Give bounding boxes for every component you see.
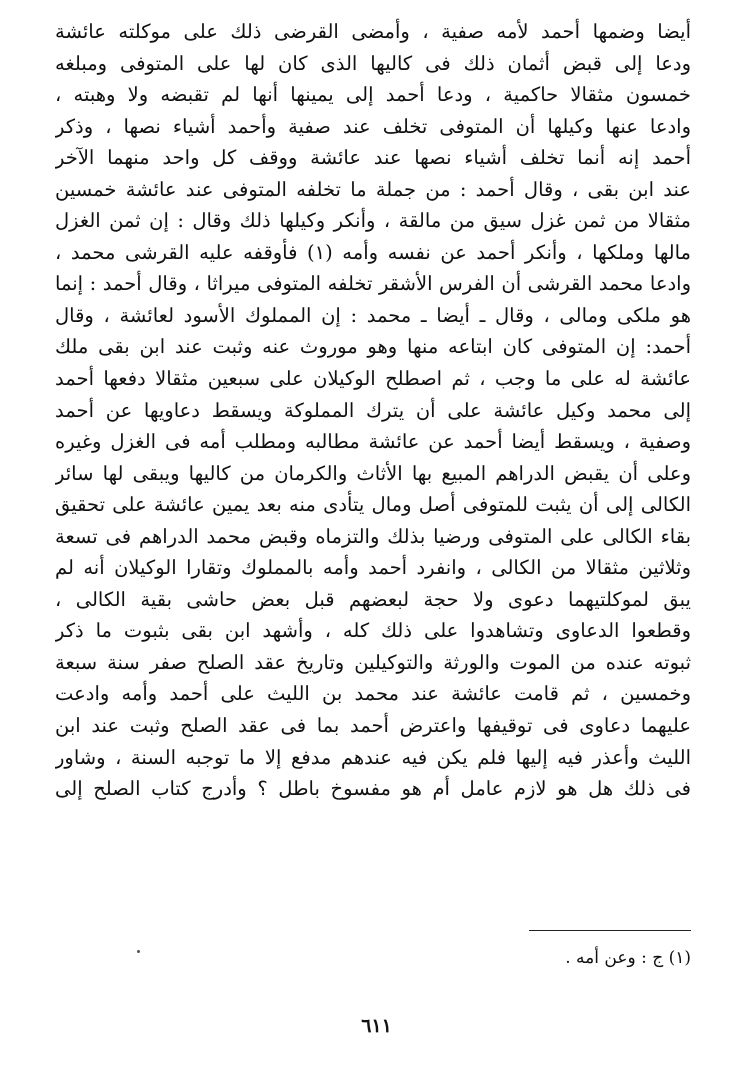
text-line: أحمد: إن المتوفى كان ابتاعه منها وهو موروث عنه وثبت عند ابن بقى ملك	[55, 335, 691, 359]
text-line: خمسون مثقالا حاكمية ، ودعا أحمد إلى يمينها أنها لم تقبضه ولا وهبته ،	[55, 83, 691, 107]
footnote: (١) ج : وعن أمه .	[565, 948, 691, 968]
text-line: وخمسين ، ثم قامت عائشة عند محمد بن الليث على أحمد وأمه وادعت	[55, 682, 691, 706]
print-speck	[137, 950, 140, 953]
text-line: وقطعوا الدعاوى وتشاهدوا على ذلك كله ، وأشهد ابن بقى بثبوت ما ذكر	[55, 619, 691, 643]
footnote-divider	[529, 930, 691, 931]
text-line: بقاء الكالى على المتوفى ورضيا بذلك والتزماه وقبض محمد الدراهم فى تسعة	[55, 524, 691, 548]
text-line: فى ذلك هل هو لازم عامل أم هو مفسوخ باطل ؟ وأدرج كتاب الصلح إلى	[55, 777, 691, 801]
page-number: ٦١١	[361, 1015, 392, 1037]
text-line: عائشة له على ما وجب ، ثم اصطلح الوكيلان على سبعين مثقالا دفعها أحمد	[55, 367, 691, 391]
text-line: يبق لموكلتيهما دعوى ولا حجة لبعضهم قبل بعض حاشى بقية الكالى ،	[55, 587, 691, 611]
text-line: وثلاثين مثقالا من الكالى ، وانفرد أحمد وأمه بالمملوك وتقارا الوكيلان أنه لم	[55, 556, 691, 580]
text-line: وصفية ، ويسقط أيضا أحمد عن عائشة مطالبه ومطلب أمه فى الغزل وغيره	[55, 430, 691, 454]
text-line: الليث وأعذر فيه إليها فلم يكن فيه عندهم مدفع إلا ما توجبه السنة ، وشاور	[55, 745, 691, 769]
text-line: هو ملكى ومالى ، وقال ـ أيضا ـ محمد : إن المملوك الأسود لعائشة ، وقال	[55, 303, 691, 327]
text-line: عند ابن بقى ، وقال أحمد : من جملة ما تخلفه المتوفى عند عائشة خمسين	[55, 177, 691, 201]
text-line: وادعا محمد القرشى أن الفرس الأشقر تخلفه المتوفى ميراثا ، وقال أحمد : إنما	[55, 272, 691, 296]
text-line: أحمد إنه أنما تخلف أشياء نصها عند عائشة ووقف كل واحد منهما الآخر	[55, 146, 691, 170]
text-line: وادعا عنها وكيلها أن المتوفى تخلف عند صفية وأحمد أشياء نصها ، وذكر	[55, 114, 691, 138]
text-line: وعلى أن يقبض الدراهم المبيع بها الأثاث والكرمان من كاليها ويبقى لها سائر	[55, 461, 691, 485]
text-line: ثبوته عنده من الموت والورثة والتوكيلين وتاريخ عقد الصلح صفر سنة سبعة	[55, 650, 691, 674]
text-line: إلى محمد وكيل عائشة على أن يترك المملوكة ويسقط دعاويها عن أحمد	[55, 398, 691, 422]
text-line: ودعا إلى قبض أثمان ذلك فى كاليها الذى كان لها على المتوفى ومبلغه	[55, 51, 691, 75]
text-line: أيضا وضمها أحمد لأمه صفية ، وأمضى القرضى ذلك على موكلته عائشة	[55, 20, 691, 43]
text-line: عليهما دعاوى فى توقيفها واعترض أحمد بما فى عقد الصلح وثبت عند ابن	[55, 714, 691, 738]
text-line: مثقالا من ثمن غزل سيق من مالقة ، وأنكر وكيلها ذلك وقال : إن ثمن الغزل	[55, 209, 691, 233]
text-line: الكالى إلى أن يثبت للمتوفى أصل ومال يتأدى منه بعد يمين عائشة على تحقيق	[55, 493, 691, 517]
text-line: مالها وملكها ، وأنكر أحمد عن نفسه وأمه (١) فأوقفه عليه القرشى محمد ،	[55, 240, 691, 264]
main-text-block	[55, 16, 691, 805]
